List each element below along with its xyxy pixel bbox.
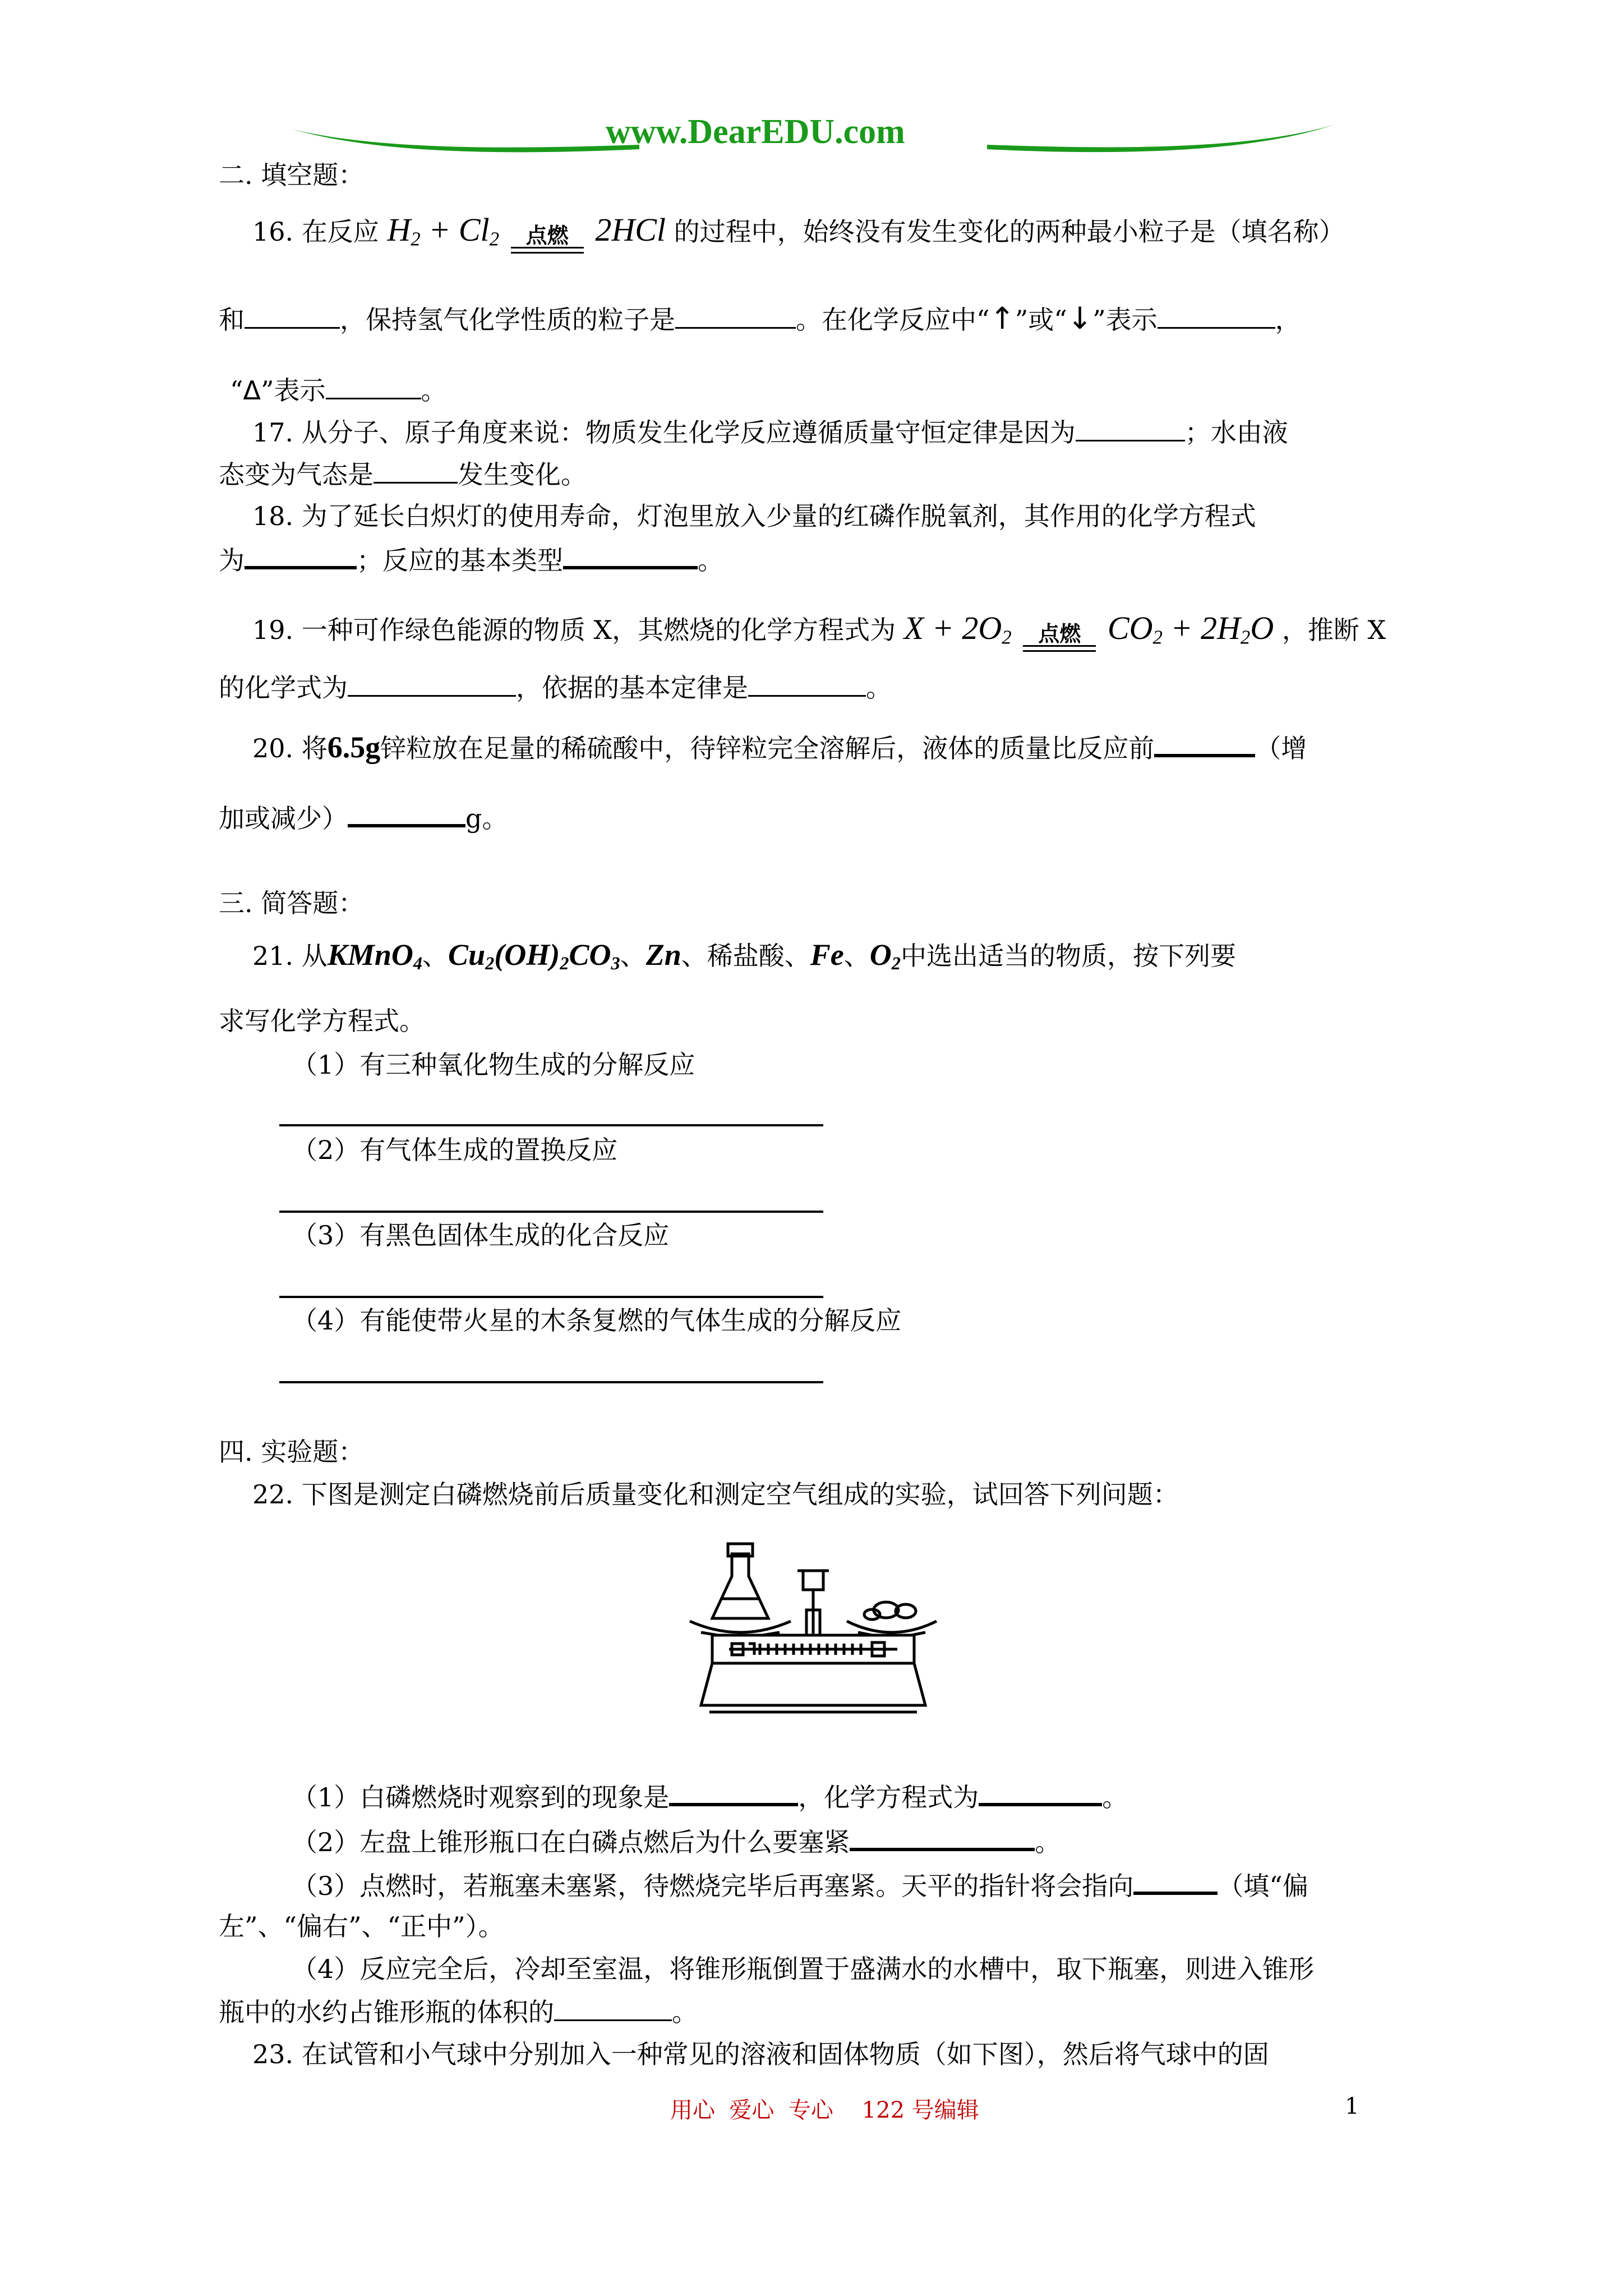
q21-item: （4）有能使带火星的木条复燃的气体生成的分解反应 (292, 1305, 902, 1336)
answer-blank[interactable] (850, 1823, 1035, 1851)
answer-blank[interactable] (348, 670, 516, 697)
answer-blank[interactable] (374, 457, 458, 484)
q16-prefix: 16. 在反应 (252, 217, 379, 247)
q20-text: 20. 将 (252, 733, 328, 763)
q22-text: 。 (1035, 1827, 1061, 1857)
condition-label: 点燃 (1038, 622, 1081, 646)
section-title-short-answer: 三. 简答题： (219, 888, 365, 918)
q17-text: ；水由液 (1184, 417, 1288, 448)
q22-part2 (292, 1823, 1061, 1859)
q19-text: ，推断 X (1281, 615, 1386, 645)
q16-text: “ (230, 375, 243, 406)
header-banner (292, 112, 1335, 163)
q22-intro: 22. 下图是测定白磷燃烧前后质量变化和测定空气组成的实验，试回答下列问题： (252, 1479, 1179, 1510)
answer-line[interactable] (279, 1296, 823, 1298)
q22-text: 。 (1102, 1782, 1128, 1812)
answer-blank[interactable] (326, 373, 421, 399)
q22-text: 瓶中的水约占锥形瓶的体积的 (219, 1997, 554, 2027)
q16-text: 。在化学反应中“ (796, 305, 990, 335)
q19-line2 (219, 670, 892, 705)
q21-line1 (252, 938, 1236, 981)
q21-text: 中选出适当的物质，按下列要 (900, 941, 1236, 971)
formula-fe: Fe (810, 938, 844, 972)
banner-swoosh-left (292, 118, 639, 157)
answer-blank[interactable] (675, 302, 796, 329)
q18-text: 为 (219, 545, 245, 576)
formula-kmno4: KMnO$_4$ (327, 938, 423, 974)
formula-zn: Zn (645, 938, 681, 972)
q18-text: ；反应的基本类型 (357, 545, 563, 576)
q22-part3-cont: 左”、“偏右”、“正中”）。 (219, 1911, 504, 1941)
q16-product: 2HCl (595, 211, 666, 248)
q22-part1 (292, 1778, 1128, 1814)
q17-text: 发生变化。 (458, 459, 587, 490)
q21-text: 21. 从 (252, 941, 328, 971)
q20-line1 (252, 729, 1307, 765)
answer-blank[interactable] (348, 799, 465, 827)
q16-line3 (230, 373, 447, 407)
q17-text: 17. 从分子、原子角度来说：物质发生化学反应遵循质量守恒定律是因为 (252, 417, 1076, 448)
q23-line1: 23. 在试管和小气球中分别加入一种常见的溶液和固体物质（如下图），然后将气球中的固 (252, 2039, 1269, 2069)
q16-text: ”表示 (1092, 305, 1158, 335)
equals-sign (1023, 645, 1096, 652)
section-title-experiment: 四. 实验题： (219, 1437, 365, 1467)
q21-item: （3）有黑色固体生成的化合反应 (292, 1220, 670, 1250)
q22-part4-cont (219, 1995, 698, 2029)
q20-line2 (219, 799, 508, 835)
q16-line1 (252, 213, 1345, 256)
reaction-condition (511, 224, 584, 254)
answer-blank[interactable] (748, 670, 866, 697)
q18-text: 。 (698, 545, 723, 576)
answer-blank[interactable] (1076, 415, 1185, 441)
q16-text: 和 (219, 305, 245, 335)
q16-text: ，保持氢气化学性质的粒子是 (340, 305, 675, 335)
q16-text: ”表示 (261, 375, 326, 406)
q20-text: g。 (465, 803, 508, 834)
q21-line2 (219, 1004, 425, 1038)
q20-text: （增 (1255, 733, 1307, 763)
banner-swoosh-right (987, 118, 1335, 157)
q22-part4: （4）反应完全后，冷却至室温，将锥形瓶倒置于盛满水的水槽中，取下瓶塞，则进入锥形 (292, 1954, 1315, 1984)
q21-text: 、 (843, 941, 870, 971)
answer-line[interactable] (279, 1211, 823, 1213)
banner-text: www.DearEDU.com (606, 113, 905, 151)
answer-line[interactable] (279, 1381, 823, 1383)
answer-blank[interactable] (979, 1778, 1102, 1806)
page-number: 1 (1345, 2093, 1359, 2119)
answer-blank[interactable] (563, 541, 698, 569)
answer-blank[interactable] (669, 1778, 798, 1806)
q19-text: 。 (866, 673, 892, 703)
q22-text: 。 (672, 1997, 698, 2027)
q16-equation: $H_2 + Cl_2$ (387, 211, 500, 250)
q17-text: 态变为气态是 (219, 459, 374, 490)
q21-item: （1）有三种氧化物生成的分解反应 (292, 1050, 695, 1080)
answer-blank[interactable] (1133, 1867, 1218, 1895)
q19-equation: $X + 2O_2$ (903, 610, 1012, 648)
equals-sign (511, 247, 584, 254)
q17-line1 (252, 415, 1288, 449)
answer-blank[interactable] (245, 541, 357, 569)
q20-mass: 6.5g (327, 730, 381, 764)
q18-text: 18. 为了延长白炽灯的使用寿命，灯泡里放入少量的红磷作脱氧剂，其作用的化学方程式 (252, 501, 1256, 531)
q16-suffix: 的过程中，始终没有发生变化的两种最小粒子是（填名称） (674, 217, 1345, 247)
q16-text: ”或“ (1015, 305, 1067, 335)
answer-line[interactable] (279, 1124, 823, 1126)
q18-line2 (219, 541, 723, 577)
reaction-condition (1023, 623, 1096, 652)
q19-text: ，依据的基本定律是 (516, 673, 748, 703)
q21-text: 、 (620, 941, 646, 971)
q19-products: $CO_2 + 2H_2O$ (1107, 610, 1274, 648)
down-arrow-icon: ↓ (1067, 301, 1093, 336)
q21-text: 、稀盐酸、 (681, 941, 810, 971)
formula-o2: $O_2$ (869, 938, 901, 974)
q16-line2 (219, 302, 1301, 337)
condition-label: 点燃 (525, 223, 569, 248)
q20-text: 锌粒放在足量的稀硫酸中，待锌粒完全溶解后，液体的质量比反应前 (380, 733, 1155, 763)
q21-item: （2）有气体生成的置换反应 (292, 1135, 618, 1165)
q19-text: 的化学式为 (219, 673, 348, 703)
footer-credit: 用心 爱心 专心 122 号编辑 (670, 2097, 979, 2123)
up-arrow-icon: ↑ (989, 301, 1015, 336)
q17-line2 (219, 457, 587, 491)
balance-scale-illustration (679, 1537, 948, 1739)
answer-blank[interactable] (245, 302, 340, 329)
q16-text: 。 (421, 375, 447, 406)
q22-text: （2）左盘上锥形瓶口在白磷点燃后为什么要塞紧 (292, 1827, 850, 1857)
delta-symbol: Δ (243, 375, 261, 406)
q21-text: 求写化学方程式。 (219, 1006, 425, 1036)
formula-basic-copper-carbonate: $Cu_2(OH)_2CO_3$ (448, 938, 620, 974)
q22-text: （填“偏 (1218, 1871, 1308, 1901)
answer-blank[interactable] (554, 1995, 672, 2021)
answer-blank[interactable] (1154, 729, 1255, 757)
q20-text: 加或减少） (219, 803, 348, 834)
q22-text: ，化学方程式为 (798, 1782, 979, 1812)
answer-blank[interactable] (1158, 302, 1275, 329)
q22-part3 (292, 1867, 1308, 1903)
q19-line1 (252, 611, 1386, 655)
q19-text: 19. 一种可作绿色能源的物质 X，其燃烧的化学方程式为 (252, 615, 896, 645)
q22-text: （3）点燃时，若瓶塞未塞紧，待燃烧完毕后再塞紧。天平的指针将会指向 (292, 1871, 1134, 1901)
q21-text: 、 (422, 941, 449, 971)
q18-line1 (252, 499, 1256, 533)
q22-text: （1）白磷燃烧时观察到的现象是 (292, 1782, 670, 1812)
section-title-fill-in: 二. 填空题： (219, 160, 365, 190)
q16-text: ， (1275, 305, 1301, 335)
